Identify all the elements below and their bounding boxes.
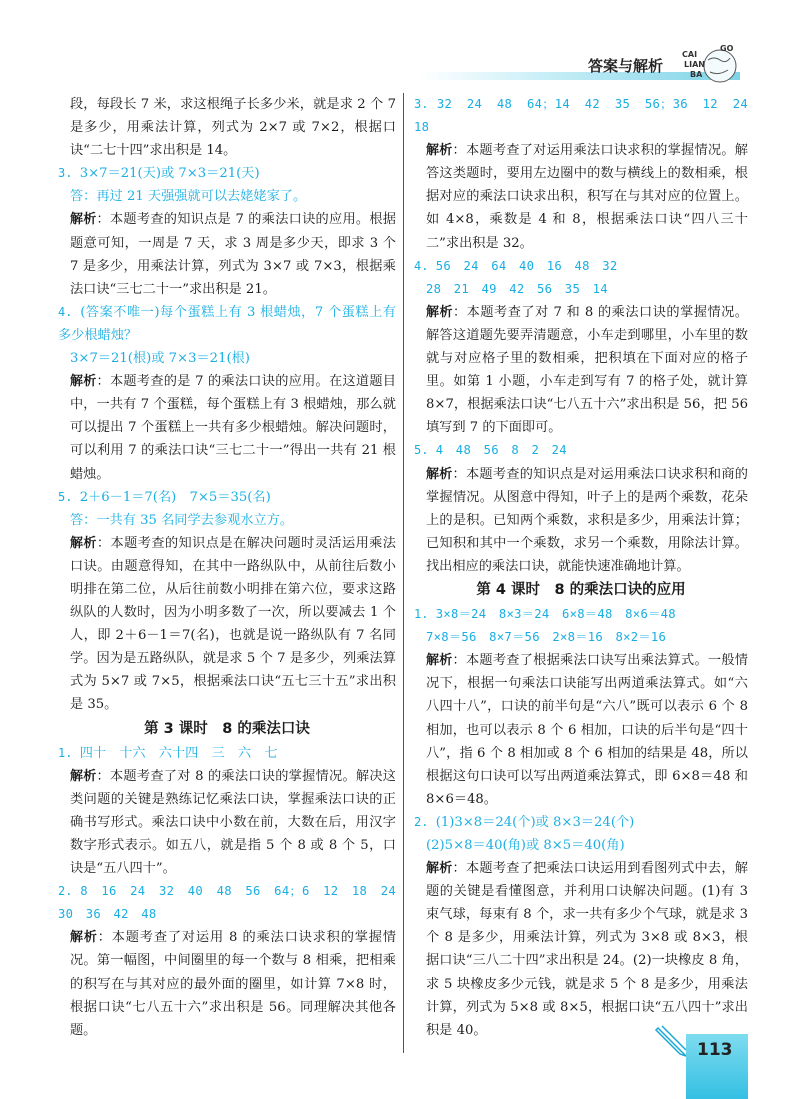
logo-text-3: LIAN	[684, 60, 705, 69]
analysis-text: ：本题考查的知识点是 7 的乘法口诀的应用。根据题意可知，一周是 7 天，求 3 周是多少天，即求 3 个 7 是多少，用乘法计算，列式为 3×7 或 7×3，根据乘法口诀“三七二十一”求出积是 21。	[70, 212, 396, 297]
answer-text: (2)5×8＝40(角)或 8×5＝40(角)	[426, 838, 625, 853]
column-divider	[403, 93, 404, 1053]
answer-line	[414, 811, 748, 834]
answer-text: 答：再过 21 天强强就可以去姥姥家了。	[70, 189, 307, 205]
analysis-text: ：本题考查了对 7 和 8 的乘法口诀的掌握情况。解答这道题先要弄清题意，小车走到哪里，小车里的数就与对应格子里的数相乘，把积填在下面对应的格子里。如第 1 小题，小车走到写有 7 的格子处，就计算 8×7，根据乘法口诀“七八五十六”求出积是 56，把 56 填写到 7 的下面即可。	[426, 304, 748, 436]
analysis-paragraph	[414, 139, 748, 254]
page-header-title: 答案与解析	[588, 57, 664, 75]
analysis-label: 解析	[426, 653, 453, 669]
analysis-paragraph	[58, 926, 396, 1041]
analysis-paragraph	[58, 532, 396, 717]
answer-line	[58, 880, 409, 926]
answer-line	[414, 278, 748, 301]
analysis-text: ：本题考查了根据乘法口诀写出乘法算式。一般情况下，根据一句乘法口诀能写出两道乘法算式。如“六八四十八”，口诀的前半句是“六八”既可以表示 6 个 8 相加，也可以表示 8 个 6 相加，口诀的后半句是“四十八”，指 6 个 8 相加或 8 个 6 相加的结果是 48，所以根据这句口诀可以写出两道乘法算式，即 6×8＝48 和 8×6＝48。	[426, 653, 748, 807]
answer-text: 答：一共有 35 名同学去参观水立方。	[70, 512, 293, 528]
answer-text: 3×7＝21(天)或 7×3＝21(天)	[79, 166, 260, 182]
analysis-label: 解析	[70, 930, 98, 946]
answer-text: 3×7＝21(根)或 7×3＝21(根)	[70, 351, 250, 367]
section-heading: 第 4 课时 8 的乘法口诀的应用	[476, 581, 686, 598]
question-number: 5.	[58, 489, 80, 504]
answer-line	[414, 93, 761, 139]
question-number: 1.	[58, 745, 80, 760]
question-number: 4.	[58, 304, 81, 319]
question-number: 3.	[58, 166, 80, 181]
question-number: 2.	[58, 884, 81, 899]
answer-text: 四十 十六 六十四 三 六 七	[79, 745, 278, 761]
page-number: 113	[697, 1040, 733, 1060]
answer-line	[414, 255, 748, 278]
answer-line	[414, 626, 748, 649]
analysis-text: ：本题考查了对运用 8 的乘法口诀求积的掌握情况。第一幅图，中间圈里的每一个数与 8 相乘，把相乘的积写在与其对应的最外面的圈里，如计算 7×8 时，根据口诀“七八五十六”求出积是 56。同理解决其他各题。	[70, 930, 396, 1038]
answer-line	[58, 347, 396, 370]
analysis-label: 解析	[426, 304, 453, 320]
analysis-label: 解析	[70, 768, 97, 784]
question-number: 2.	[414, 814, 436, 829]
answer-line	[414, 834, 748, 857]
analysis-paragraph	[58, 765, 396, 880]
analysis-paragraph	[414, 649, 748, 811]
question-number: 3.	[414, 97, 437, 111]
question-number: 5.	[414, 443, 436, 458]
answer-line	[414, 603, 748, 626]
analysis-text: ：本题考查的知识点是对运用乘法口诀求积和商的掌握情况。从图意中得知，叶子上的是两个乘数，花朵上的是积。已知两个乘数，求积是多少，用乘法计算；已知积和其中一个乘数，求另一个乘数，用除法计算。找出相应的乘法口诀，就能快速准确地计算。	[426, 466, 748, 574]
brand-logo	[682, 42, 742, 86]
section-heading: 第 3 课时 8 的乘法口诀	[144, 720, 310, 737]
analysis-label: 解析	[70, 374, 97, 390]
analysis-text: ：本题考查了把乘法口诀运用到看图列式中去，解题的关键是看懂图意，并利用口诀解决问题。(1)有 3 束气球，每束有 8 个，求一共有多少个气球，就是求 3 个 8 是多少，用乘法计算，列式为 3×8 或 8×3，根据口诀“三八二十四”求出积是 24。(2)一块橡皮 8 角，求 5 块橡皮多少元钱，就是求 5 个 8 是多少，用乘法计算，列式为 5×8 或 8×5，根据口诀“五八四十”求出积是 40。	[426, 861, 748, 1038]
answer-line	[58, 509, 396, 532]
analysis-text: ：本题考查了对运用乘法口诀求积的掌握情况。解答这类题时，要用左边圈中的数与横线上的数相乘，根据对应的乘法口诀求出积，积写在与其对应的位置上。如 4×8，乘数是 4 和 8，根据乘法口诀“四八三十二”求出积是 32。	[426, 143, 748, 251]
analysis-label: 解析	[70, 535, 97, 551]
logo-text-2: CAI	[682, 50, 698, 59]
answer-line	[58, 185, 396, 208]
analysis-label: 解析	[426, 143, 453, 159]
answer-text: 8 16 24 32 40 48 56 64；6 12 18 24 30 36 42 48	[58, 884, 409, 922]
answer-line	[58, 301, 396, 347]
question-number: 1.	[414, 607, 436, 622]
analysis-paragraph	[414, 301, 748, 440]
answer-text: 28 21 49 42 56 35 14	[426, 281, 608, 296]
answer-line	[58, 742, 396, 765]
answer-text: 7×8＝56 8×7＝56 2×8＝16 8×2＝16	[426, 630, 667, 645]
answer-text: 3×8＝24 8×3＝24 6×8＝48 8×6＝48	[435, 607, 676, 622]
analysis-label: 解析	[70, 212, 97, 228]
answer-text: 56 24 64 40 16 48 32	[435, 258, 618, 273]
analysis-label: 解析	[426, 861, 453, 877]
analysis-paragraph	[414, 463, 748, 578]
answer-text: (答案不唯一)每个蛋糕上有 3 根蜡烛，7 个蛋糕上有多少根蜡烛？	[58, 304, 396, 343]
analysis-text: ：本题考查了对 8 的乘法口诀的掌握情况。解决这类问题的关键是熟练记忆乘法口诀，掌握乘法口诀的正确书写形式。乘法口诀中小数在前，大数在后，用汉字数字形式表示。如五八，就是指 5 个 8 或 8 个 5，口诀是“五八四十”。	[70, 768, 396, 877]
analysis-text: ：本题考查的是 7 的乘法口诀的应用。在这道题目中，一共有 7 个蛋糕，每个蛋糕上有 3 根蜡烛，那么就可以提出 7 个蛋糕上一共有多少根蜡烛。解决问题时，可以利用 7 的乘法口诀“三七二十一”得出一共有 21 根蜡烛。	[70, 374, 396, 482]
analysis-paragraph	[414, 857, 748, 1042]
analysis-paragraph	[58, 208, 396, 300]
answer-line	[58, 486, 396, 509]
analysis-label: 解析	[426, 466, 453, 482]
answer-text: (1)3×8＝24(个)或 8×3＝24(个)	[435, 814, 635, 830]
answer-line	[414, 439, 748, 462]
text-paragraph: 段，每段长 7 米，求这根绳子长多少米，就是求 2 个 7 是多少，用乘法计算，列式为 2×7 或 7×2，根据口诀“二七十四”求出积是 14。	[70, 97, 396, 159]
answer-text: 2＋6－1＝7(名) 7×5＝35(名)	[79, 489, 271, 505]
question-number: 4.	[414, 258, 436, 273]
right-column	[414, 93, 761, 1042]
analysis-paragraph	[58, 370, 396, 485]
analysis-text: ：本题考查的知识点是在解决问题时灵活运用乘法口诀。由题意得知，在其中一路纵队中，从前往后数小明排在第二位，从后往前数小明排在第六位，要求这路纵队的人数时，因为小明多数了一次，所以要减去 1 个人，即 2＋6－1＝7(名)，也就是说一路纵队有 7 名同学。因为是五路纵队，就是求 5 个 7 是多少，列乘法算式为 5×7 或 7×5，根据乘法口诀“五七三十五”求出积是 35。	[70, 535, 396, 713]
left-column	[58, 93, 409, 1042]
answer-text: 4 48 56 8 2 24	[435, 443, 567, 458]
answer-line	[58, 162, 396, 185]
logo-text-4: BA	[690, 70, 703, 79]
logo-text-1: GO	[720, 44, 734, 53]
answer-text: 32 24 48 64；14 42 35 56；36 12 24 18	[414, 97, 761, 135]
